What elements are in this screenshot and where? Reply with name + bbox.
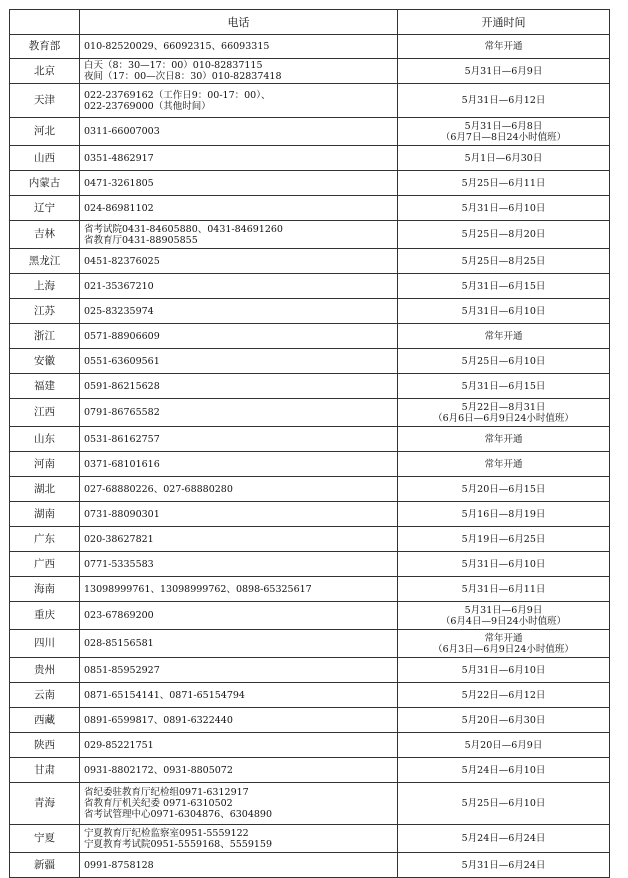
time-line: 5月31日—6月11日: [461, 583, 546, 595]
phone-cell: [80, 146, 398, 171]
time-cell: [398, 196, 610, 221]
phone-line: 028-85156581: [84, 638, 154, 649]
time-line: （6月7日—8日24小时值班）: [440, 131, 567, 143]
time-line: （6月3日—6月9日24小时值班）: [433, 643, 574, 655]
time-line: 5月31日—6月8日: [464, 120, 543, 132]
time-cell: [398, 118, 610, 146]
region-cell: 湖南: [10, 502, 80, 527]
time-line: 5月20日—6月30日: [461, 714, 546, 726]
table-row: [10, 427, 610, 452]
table-row: [10, 658, 610, 683]
region-cell: 广西: [10, 552, 80, 577]
region-cell: 广东: [10, 527, 80, 552]
region-cell: 山东: [10, 427, 80, 452]
time-cell: [398, 84, 610, 118]
phone-line: 省考试管理中心0971-6304876、6304890: [84, 809, 273, 820]
phone-cell: [80, 527, 398, 552]
phone-line: 宁夏教育考试院0951-5559168、5559159: [84, 838, 273, 850]
table-row: [10, 196, 610, 221]
phone-cell: [80, 324, 398, 349]
phone-line: 0551-63609561: [84, 355, 160, 367]
phone-line: 0851-85952927: [84, 664, 160, 676]
time-line: 5月25日—6月11日: [461, 177, 546, 189]
region-cell: 北京: [10, 59, 80, 84]
phone-line: 020-38627821: [84, 533, 154, 545]
phone-line: 13098999761、13098999762、0898-65325617: [84, 583, 312, 595]
time-cell: [398, 783, 610, 825]
region-cell: 甘肃: [10, 758, 80, 783]
phone-line: 025-83235974: [84, 305, 154, 317]
phone-cell: [80, 577, 398, 602]
phone-line: 0871-65154141、0871-65154794: [84, 689, 245, 701]
region-cell: 吉林: [10, 221, 80, 249]
phone-line: 0891-6599817、0891-6322440: [84, 714, 233, 726]
phone-cell: [80, 452, 398, 477]
time-cell: [398, 577, 610, 602]
time-line: 5月31日—6月10日: [461, 664, 546, 676]
header-time: 开通时间: [398, 10, 610, 35]
time-line: 5月31日—6月10日: [461, 305, 546, 317]
phone-cell: [80, 853, 398, 878]
table-row: [10, 274, 610, 299]
region-cell: 西藏: [10, 708, 80, 733]
time-line: 5月31日—6月15日: [461, 280, 546, 292]
phone-line: 0311-66007003: [84, 126, 160, 137]
phone-cell: [80, 171, 398, 196]
phone-line: 024-86981102: [84, 202, 154, 214]
time-cell: [398, 146, 610, 171]
time-cell: [398, 452, 610, 477]
table-row: [10, 758, 610, 783]
region-cell: 黑龙江: [10, 249, 80, 274]
time-cell: [398, 374, 610, 399]
time-cell: [398, 853, 610, 878]
time-line: 5月31日—6月10日: [461, 558, 546, 570]
time-line: 5月25日—6月10日: [461, 798, 546, 809]
phone-line: 027-68880226、027-68880280: [84, 483, 233, 495]
hotline-table: [9, 9, 610, 878]
time-cell: [398, 733, 610, 758]
table-row: [10, 783, 610, 825]
phone-cell: [80, 118, 398, 146]
phone-cell: [80, 602, 398, 630]
table-row: [10, 477, 610, 502]
region-cell: 宁夏: [10, 825, 80, 853]
table-row: [10, 602, 610, 630]
phone-cell: [80, 35, 398, 59]
phone-line: 省教育厅机关纪委 0971-6310502: [84, 798, 233, 809]
phone-line: 021-35367210: [84, 280, 154, 292]
phone-cell: [80, 683, 398, 708]
phone-line: 0931-8802172、0931-8805072: [84, 764, 233, 776]
table-row: [10, 374, 610, 399]
phone-line: 010-82520029、66092315、66093315: [84, 41, 270, 52]
phone-cell: [80, 221, 398, 249]
time-cell: [398, 427, 610, 452]
table-row: [10, 853, 610, 878]
time-cell: [398, 171, 610, 196]
table-row: [10, 733, 610, 758]
phone-line: 0771-5335583: [84, 558, 154, 570]
time-cell: [398, 602, 610, 630]
phone-cell: [80, 783, 398, 825]
table-row: [10, 399, 610, 427]
table-row: [10, 630, 610, 658]
phone-cell: [80, 502, 398, 527]
region-cell: 安徽: [10, 349, 80, 374]
time-line: 5月16日—8月19日: [461, 508, 546, 520]
phone-line: 宁夏教育厅纪检监察室0951-5559122: [84, 827, 249, 839]
phone-cell: [80, 552, 398, 577]
region-cell: 福建: [10, 374, 80, 399]
time-line: 常年开通: [484, 632, 523, 644]
phone-line: 省纪委驻教育厅纪检组0971-6312917: [84, 787, 249, 798]
time-cell: [398, 349, 610, 374]
time-line: （6月4日—9日24小时值班）: [440, 615, 567, 627]
phone-cell: [80, 299, 398, 324]
time-line: 5月31日—6月9日: [464, 604, 543, 616]
phone-line: 029-85221751: [84, 739, 154, 751]
time-line: 5月22日—8月31日: [461, 401, 546, 413]
phone-line: 0791-86765582: [84, 407, 160, 418]
phone-cell: [80, 399, 398, 427]
phone-cell: [80, 59, 398, 84]
phone-line: 0591-86215628: [84, 380, 160, 392]
time-line: 常年开通: [484, 330, 523, 342]
time-line: 常年开通: [484, 41, 523, 52]
time-line: 常年开通: [484, 433, 523, 445]
table-row: [10, 349, 610, 374]
time-cell: [398, 708, 610, 733]
time-cell: [398, 552, 610, 577]
phone-cell: [80, 84, 398, 118]
table-row: [10, 59, 610, 84]
time-line: 常年开通: [484, 458, 523, 470]
phone-line: 0571-88906609: [84, 330, 160, 342]
time-cell: [398, 477, 610, 502]
time-line: 5月1日—6月30日: [464, 152, 543, 164]
region-cell: 青海: [10, 783, 80, 825]
table-row: [10, 299, 610, 324]
phone-line: 0351-4862917: [84, 152, 154, 164]
region-cell: 浙江: [10, 324, 80, 349]
time-line: 5月25日—8月25日: [461, 255, 546, 267]
time-cell: [398, 630, 610, 658]
time-line: 5月24日—6月24日: [461, 833, 546, 844]
table-row: [10, 577, 610, 602]
time-line: 5月20日—6月9日: [464, 739, 543, 751]
time-line: 5月20日—6月15日: [461, 483, 546, 495]
phone-line: 省教育厅0431-88905855: [84, 234, 198, 246]
header-region: [10, 10, 80, 35]
region-cell: 河南: [10, 452, 80, 477]
time-cell: [398, 502, 610, 527]
table-row: [10, 146, 610, 171]
time-line: （6月6日—6月9日24小时值班）: [433, 412, 574, 424]
region-cell: 天津: [10, 84, 80, 118]
table-row: [10, 84, 610, 118]
time-line: 5月31日—6月15日: [461, 380, 546, 392]
table-row: [10, 683, 610, 708]
phone-cell: [80, 708, 398, 733]
table-row: [10, 171, 610, 196]
phone-line: 023-67869200: [84, 610, 154, 621]
region-cell: 江苏: [10, 299, 80, 324]
region-cell: 山西: [10, 146, 80, 171]
time-cell: [398, 35, 610, 59]
time-line: 5月31日—6月9日: [464, 65, 543, 77]
phone-cell: [80, 658, 398, 683]
region-cell: 教育部: [10, 35, 80, 59]
phone-line: 0371-68101616: [84, 458, 160, 470]
time-line: 5月25日—6月10日: [461, 355, 546, 367]
time-cell: [398, 299, 610, 324]
time-cell: [398, 658, 610, 683]
time-line: 5月19日—6月25日: [461, 533, 546, 545]
time-cell: [398, 221, 610, 249]
region-cell: 四川: [10, 630, 80, 658]
time-cell: [398, 399, 610, 427]
table-row: [10, 527, 610, 552]
phone-cell: [80, 733, 398, 758]
phone-line: 0471-3261805: [84, 177, 154, 189]
region-cell: 湖北: [10, 477, 80, 502]
table-row: [10, 502, 610, 527]
phone-cell: [80, 758, 398, 783]
time-cell: [398, 249, 610, 274]
region-cell: 贵州: [10, 658, 80, 683]
phone-line: 022-23769000（其他时间）: [84, 100, 211, 112]
table-row: [10, 35, 610, 59]
region-cell: 内蒙古: [10, 171, 80, 196]
phone-cell: [80, 477, 398, 502]
region-cell: 河北: [10, 118, 80, 146]
phone-cell: [80, 630, 398, 658]
table-row: [10, 221, 610, 249]
time-cell: [398, 683, 610, 708]
region-cell: 海南: [10, 577, 80, 602]
table-row: [10, 552, 610, 577]
time-cell: [398, 758, 610, 783]
region-cell: 重庆: [10, 602, 80, 630]
region-cell: 新疆: [10, 853, 80, 878]
time-line: 5月24日—6月10日: [461, 764, 546, 776]
region-cell: 上海: [10, 274, 80, 299]
time-cell: [398, 274, 610, 299]
phone-cell: [80, 427, 398, 452]
phone-cell: [80, 196, 398, 221]
region-cell: 辽宁: [10, 196, 80, 221]
phone-line: 省考试院0431-84605880、0431-84691260: [84, 223, 283, 235]
table-row: [10, 324, 610, 349]
phone-line: 夜间（17：00—次日8：30）010-82837418: [84, 71, 282, 82]
phone-line: 0731-88090301: [84, 508, 160, 520]
time-cell: [398, 527, 610, 552]
table-row: [10, 452, 610, 477]
time-cell: [398, 324, 610, 349]
header-row: [10, 10, 610, 35]
phone-line: 0531-86162757: [84, 433, 160, 445]
region-cell: 云南: [10, 683, 80, 708]
table-row: [10, 708, 610, 733]
phone-cell: [80, 274, 398, 299]
time-line: 5月31日—6月12日: [461, 95, 546, 106]
phone-cell: [80, 249, 398, 274]
phone-line: 022-23769162（工作日9：00-17：00）、: [84, 89, 271, 101]
table-row: [10, 118, 610, 146]
region-cell: 江西: [10, 399, 80, 427]
time-line: 5月22日—6月12日: [461, 689, 546, 701]
phone-line: 0451-82376025: [84, 255, 160, 267]
region-cell: 陕西: [10, 733, 80, 758]
phone-line: 白天（8：30—17：00）010-82837115: [84, 60, 263, 71]
phone-line: 0991-8758128: [84, 859, 154, 871]
header-phone: 电话: [80, 10, 398, 35]
time-cell: [398, 59, 610, 84]
phone-cell: [80, 374, 398, 399]
phone-cell: [80, 349, 398, 374]
table-row: [10, 249, 610, 274]
time-line: 5月31日—6月10日: [461, 202, 546, 214]
time-line: 5月31日—6月24日: [461, 859, 546, 871]
time-line: 5月25日—8月20日: [461, 229, 546, 240]
